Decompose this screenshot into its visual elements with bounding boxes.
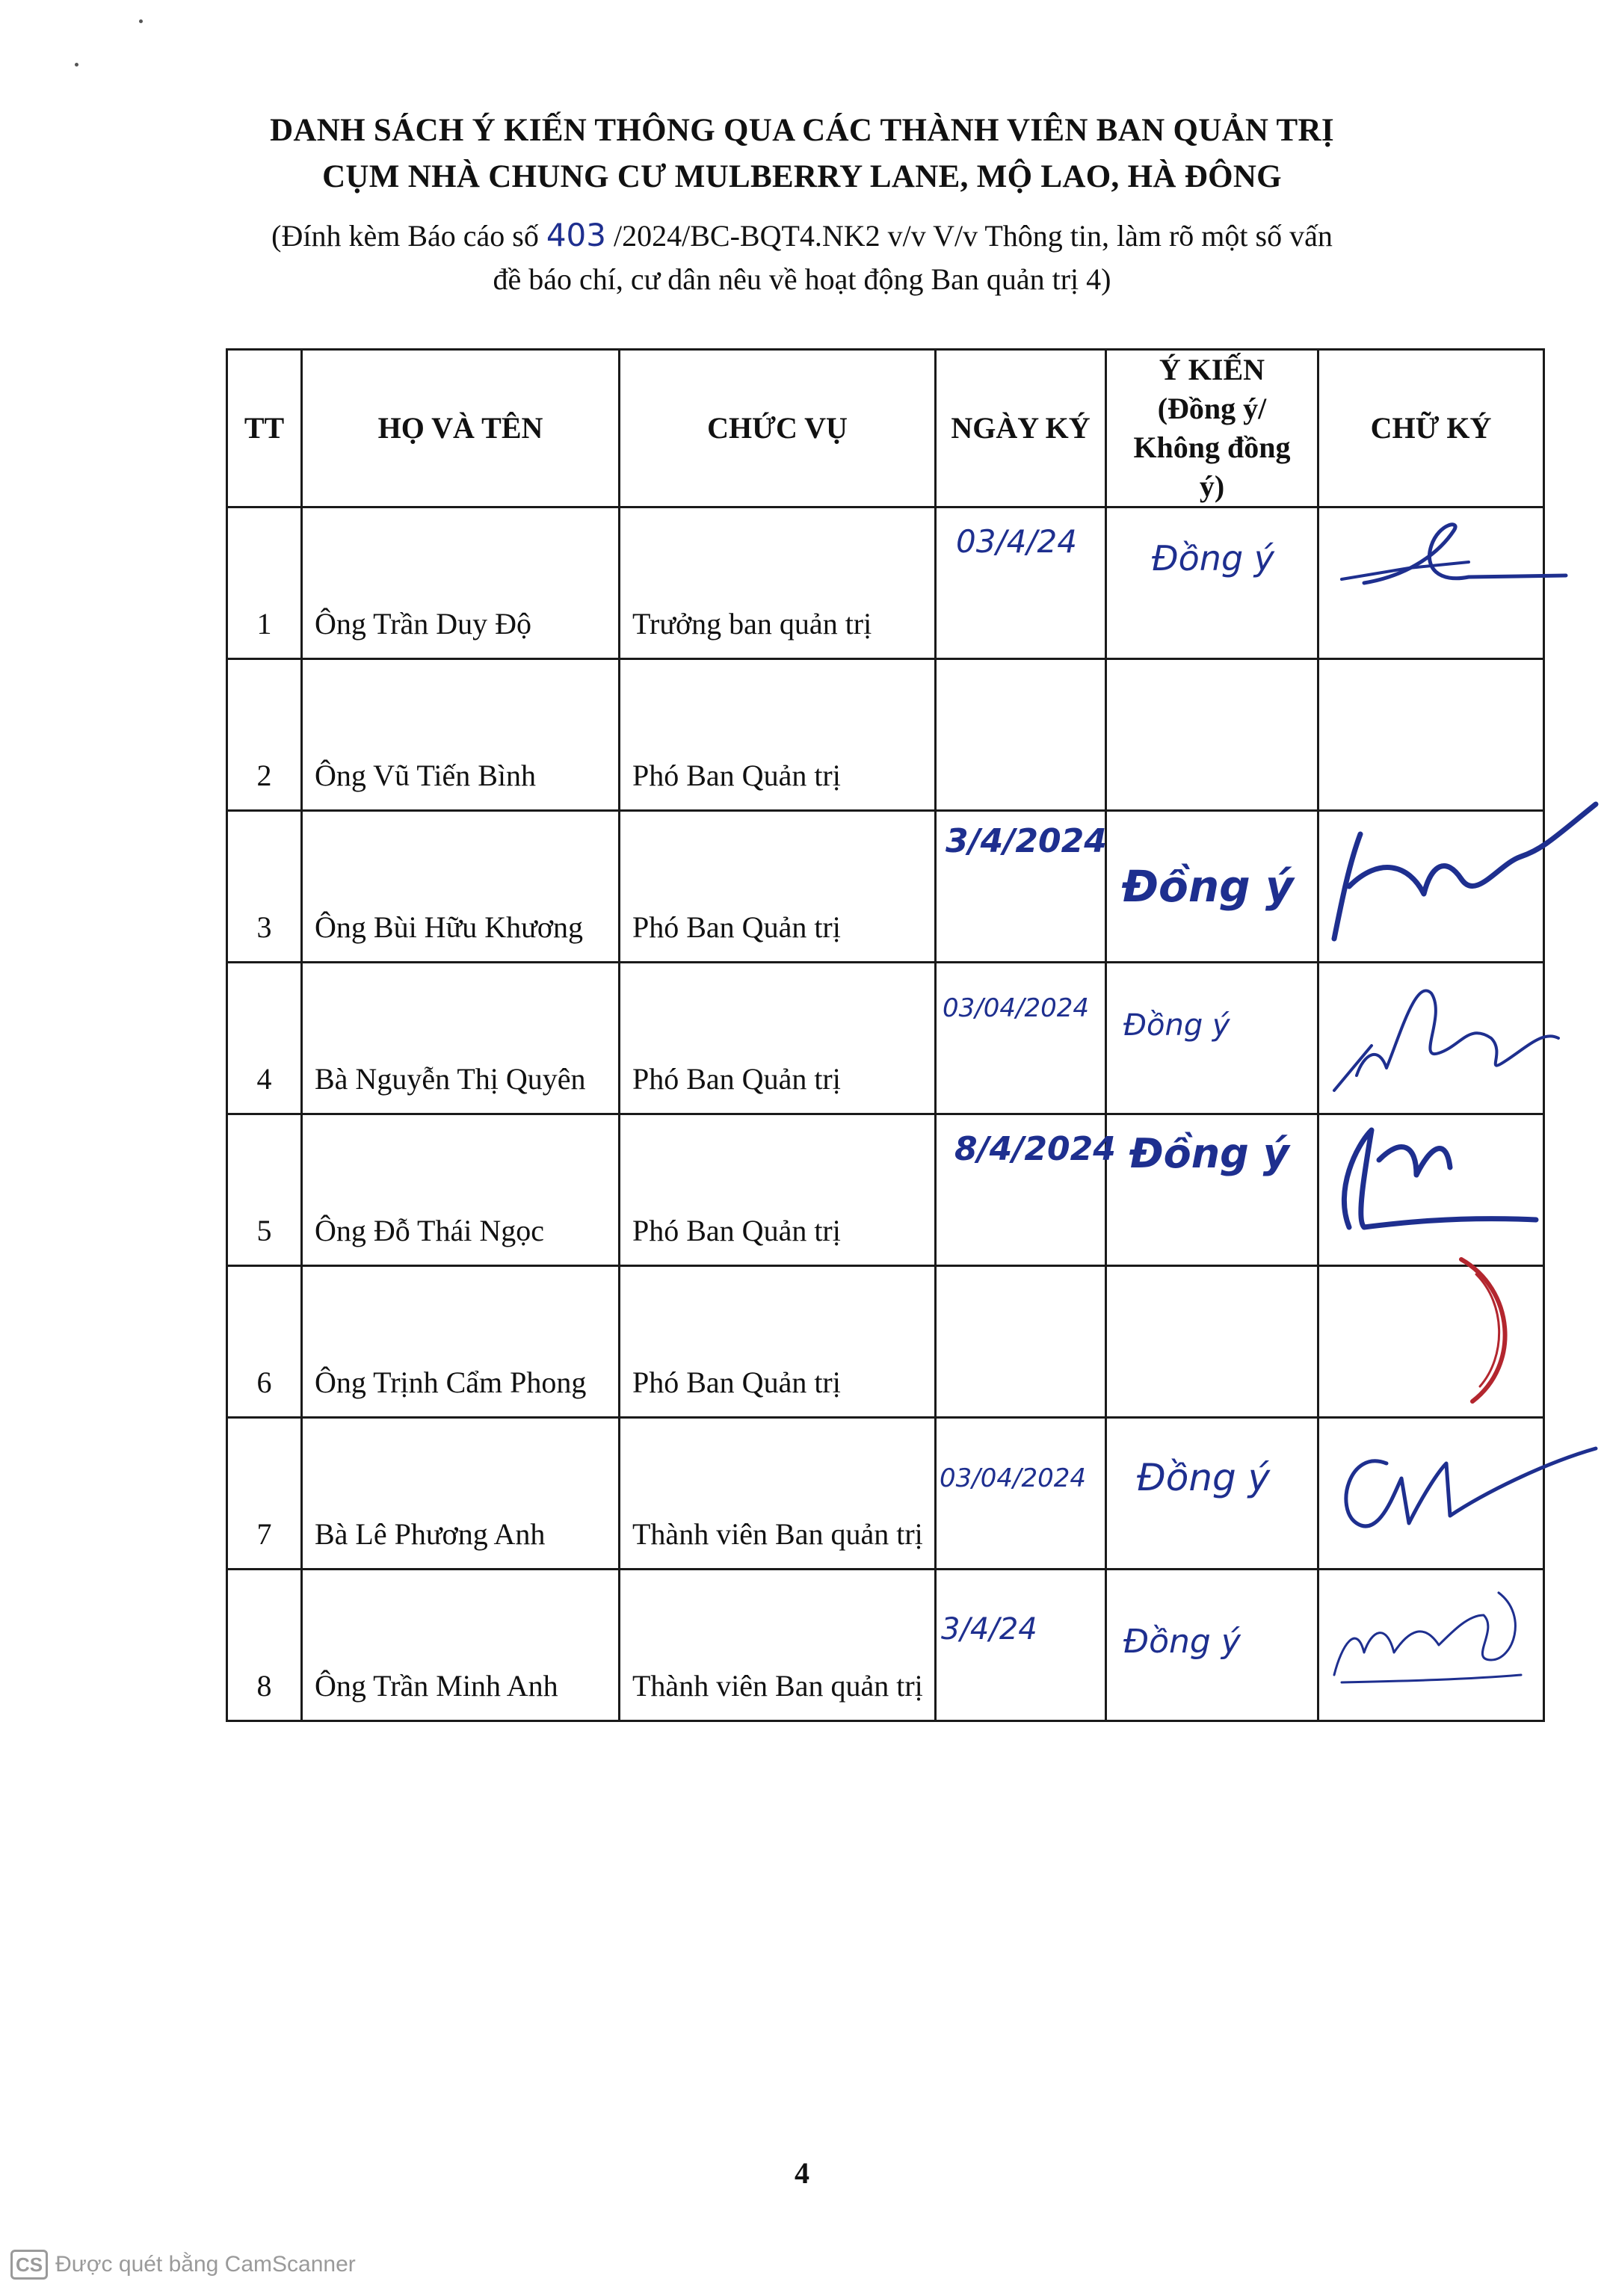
member-opinion-table (226, 348, 1545, 1722)
header-opinion-line2: (Đồng ý/ (1157, 392, 1267, 425)
cell-name: Bà Lê Phương Anh (302, 1418, 620, 1570)
table-row (227, 1418, 1544, 1570)
scanner-text: Được quét bằng CamScanner (55, 2252, 356, 2277)
signature-mark (1319, 812, 1603, 954)
cell-tt: 4 (227, 963, 302, 1114)
handwritten-opinion: Đồng ý (1137, 1456, 1271, 1499)
cell-date (936, 1570, 1106, 1721)
cell-role: Thành viên Ban quản trị (620, 1570, 936, 1721)
handwritten-opinion: Đồng ý (1122, 861, 1294, 912)
table-row (227, 1570, 1544, 1721)
cell-signature (1318, 1418, 1544, 1570)
cell-opinion (1106, 811, 1318, 963)
cell-tt: 3 (227, 811, 302, 963)
cell-name: Ông Trần Duy Độ (302, 507, 620, 659)
cell-date (936, 963, 1106, 1114)
cell-opinion (1106, 1266, 1318, 1418)
cell-role: Phó Ban Quản trị (620, 1266, 936, 1418)
cell-signature (1318, 1114, 1544, 1266)
cell-tt: 8 (227, 1570, 302, 1721)
handwritten-date: 03/04/2024 (943, 993, 1089, 1023)
seal-stamp-edge (1319, 1267, 1558, 1401)
cell-name: Ông Đỗ Thái Ngọc (302, 1114, 620, 1266)
table-row (227, 507, 1544, 659)
cell-name: Ông Trần Minh Anh (302, 1570, 620, 1721)
handwritten-date: 03/04/2024 (940, 1463, 1086, 1493)
cell-date (936, 811, 1106, 963)
cell-opinion (1106, 963, 1318, 1114)
cell-opinion (1106, 507, 1318, 659)
attachment-note-line1 (0, 217, 1604, 253)
scan-speck (139, 19, 143, 23)
document-title-line2: CỤM NHÀ CHUNG CƯ MULBERRY LANE, MỘ LAO, HÀ ĐÔNG (322, 159, 1282, 194)
signature-mark (1319, 1419, 1603, 1553)
signature-mark (1319, 963, 1573, 1098)
cell-signature (1318, 963, 1544, 1114)
attachment-prefix: (Đính kèm Báo cáo số (271, 219, 546, 253)
cell-opinion (1106, 1418, 1318, 1570)
table-row (227, 1114, 1544, 1266)
cell-opinion (1106, 1114, 1318, 1266)
cell-role: Phó Ban Quản trị (620, 659, 936, 811)
cell-date (936, 659, 1106, 811)
cell-signature (1318, 507, 1544, 659)
handwritten-opinion: Đồng ý (1123, 1008, 1230, 1043)
cell-role: Phó Ban Quản trị (620, 1114, 936, 1266)
cell-date (936, 1114, 1116, 1266)
handwritten-date: 8/4/2024 (954, 1130, 1116, 1168)
page-number: 4 (795, 2156, 809, 2190)
header-role: CHỨC VỤ (620, 350, 936, 507)
table-row (227, 659, 1544, 811)
cell-role: Phó Ban Quản trị (620, 963, 936, 1114)
cell-tt: 1 (227, 507, 302, 659)
handwritten-opinion: Đồng ý (1129, 1130, 1289, 1177)
cell-role: Phó Ban Quản trị (620, 811, 936, 963)
handwritten-opinion: Đồng ý (1123, 1623, 1241, 1661)
cell-signature (1318, 1266, 1544, 1418)
header-opinion (1106, 350, 1318, 507)
signature-mark (1319, 1115, 1558, 1250)
cell-signature (1318, 1570, 1544, 1721)
cell-tt: 2 (227, 659, 302, 811)
report-number-handwritten: 403 (546, 217, 606, 253)
header-date: NGÀY KÝ (936, 350, 1106, 507)
cell-name: Bà Nguyễn Thị Quyên (302, 963, 620, 1114)
attachment-note-line2: đề báo chí, cư dân nêu về hoạt động Ban quản trị 4) (493, 262, 1111, 296)
header-signature: CHỮ KÝ (1318, 350, 1544, 507)
table-header-row (227, 350, 1544, 507)
header-tt: TT (227, 350, 302, 507)
cell-date (936, 507, 1106, 659)
handwritten-opinion: Đồng ý (1152, 538, 1274, 578)
header-opinion-line3: Không đồng ý) (1133, 430, 1291, 503)
cell-opinion (1106, 1570, 1318, 1721)
cell-opinion (1106, 659, 1318, 811)
cell-tt: 6 (227, 1266, 302, 1418)
handwritten-date: 03/4/24 (956, 523, 1077, 560)
document-title-line1: DANH SÁCH Ý KIẾN THÔNG QUA CÁC THÀNH VIÊN BAN QUẢN TRỊ (270, 113, 1334, 148)
table-row (227, 1266, 1544, 1418)
cell-name: Ông Trịnh Cẩm Phong (302, 1266, 620, 1418)
camscanner-logo-icon: CS (10, 2250, 48, 2280)
handwritten-date: 3/4/24 (941, 1612, 1037, 1647)
scanner-watermark (10, 2250, 356, 2280)
cell-tt: 5 (227, 1114, 302, 1266)
handwritten-date: 3/4/2024 (946, 822, 1107, 860)
signature-mark (1319, 1570, 1543, 1705)
cell-name: Ông Vũ Tiến Bình (302, 659, 620, 811)
attachment-suffix: /2024/BC-BQT4.NK2 v/v V/v Thông tin, làm rõ một số vấn (606, 219, 1333, 253)
cell-signature (1318, 659, 1544, 811)
cell-role: Thành viên Ban quản trị (620, 1418, 936, 1570)
cell-tt: 7 (227, 1418, 302, 1570)
cell-role: Trưởng ban quản trị (620, 507, 936, 659)
cell-signature (1318, 811, 1544, 963)
cell-date (936, 1266, 1106, 1418)
table-row (227, 963, 1544, 1114)
header-opinion-line1: Ý KIẾN (1159, 353, 1265, 386)
header-name: HỌ VÀ TÊN (302, 350, 620, 507)
cell-date (936, 1418, 1106, 1570)
cell-name: Ông Bùi Hữu Khương (302, 811, 620, 963)
scan-speck (75, 63, 78, 67)
signature-mark (1319, 508, 1573, 628)
table-row (227, 811, 1544, 963)
